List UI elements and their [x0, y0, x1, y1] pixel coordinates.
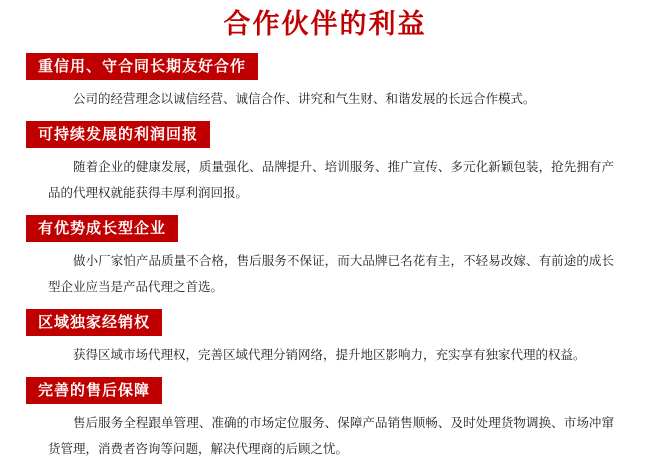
page-title: 合作伙伴的利益	[223, 9, 427, 40]
section-item	[22, 46, 628, 112]
document-page	[0, 8, 650, 456]
section-item	[22, 208, 628, 300]
section-body: 随着企业的健康发展，质量强化、品牌提升、培训服务、推广宣传、多元化新颖包装，抢先拥有产品的代理权就能获得丰厚利润回报。	[48, 159, 614, 200]
section-header: 重信用、守合同长期友好合作	[26, 53, 258, 80]
sections-container	[0, 46, 650, 462]
section-header: 有优势成长型企业	[26, 215, 178, 242]
section-body: 售后服务全程跟单管理、准确的市场定位服务、保障产品销售顺畅、及时处理货物调换、市场冲窜货管理，消费者咨询等问题，解决代理商的后顾之忧。	[48, 415, 614, 456]
section-header: 可持续发展的利润回报	[26, 121, 210, 148]
section-body: 公司的经营理念以诚信经营、诚信合作、讲究和气生财、和谐发展的长远合作模式。	[73, 91, 536, 106]
section-header: 区域独家经销权	[26, 309, 162, 336]
section-body: 获得区域市场代理权，完善区域代理分销网络，提升地区影响力，充实享有独家代理的权益。	[73, 347, 586, 362]
section-header: 完善的售后保障	[26, 377, 162, 404]
section-item	[22, 302, 628, 368]
section-body: 做小厂家怕产品质量不合格，售后服务不保证，而大品牌已名花有主，不轻易改嫁、有前途的成长型企业应当是产品代理之首选。	[48, 253, 614, 294]
section-item	[22, 370, 628, 462]
section-item	[22, 114, 628, 206]
